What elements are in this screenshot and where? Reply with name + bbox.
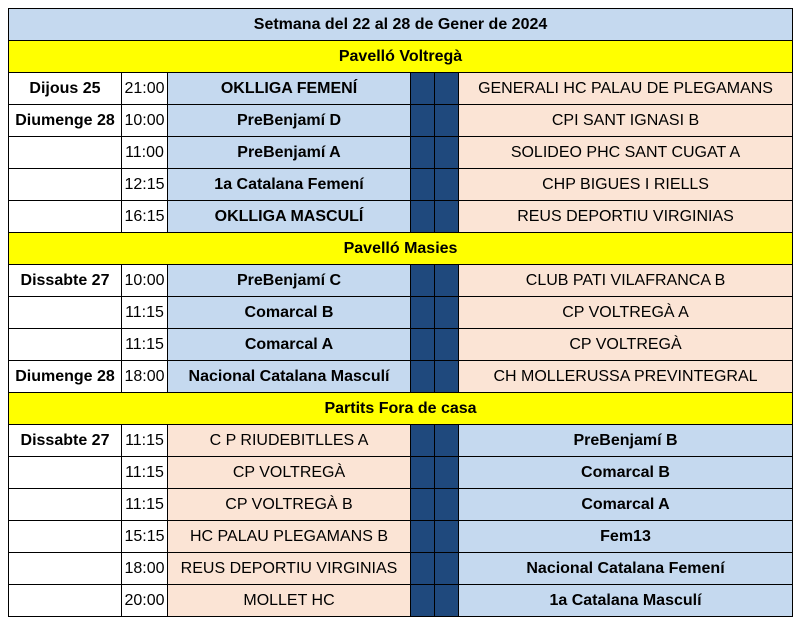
match-day: Diumenge 28 [9, 361, 122, 393]
score-home [411, 425, 435, 457]
match-day: Dissabte 27 [9, 265, 122, 297]
match-day [9, 521, 122, 553]
section-title: Partits Fora de casa [9, 393, 793, 425]
score-home [411, 585, 435, 617]
away-team: SOLIDEO PHC SANT CUGAT A [459, 137, 793, 169]
score-away [435, 73, 459, 105]
match-row [9, 425, 793, 457]
home-team: HC PALAU PLEGAMANS B [168, 521, 411, 553]
match-time: 15:15 [122, 521, 168, 553]
home-team: CP VOLTREGÀ B [168, 489, 411, 521]
match-day: Dijous 25 [9, 73, 122, 105]
away-team: REUS DEPORTIU VIRGINIAS [459, 201, 793, 233]
away-team: Fem13 [459, 521, 793, 553]
score-home [411, 105, 435, 137]
score-away [435, 521, 459, 553]
home-team: PreBenjamí A [168, 137, 411, 169]
match-time: 21:00 [122, 73, 168, 105]
score-home [411, 297, 435, 329]
match-row [9, 105, 793, 137]
match-time: 16:15 [122, 201, 168, 233]
match-time: 20:00 [122, 585, 168, 617]
match-row [9, 73, 793, 105]
away-team: PreBenjamí B [459, 425, 793, 457]
match-row [9, 201, 793, 233]
away-team: CHP BIGUES I RIELLS [459, 169, 793, 201]
match-day [9, 201, 122, 233]
home-team: C P RIUDEBITLLES A [168, 425, 411, 457]
score-away [435, 329, 459, 361]
match-row [9, 585, 793, 617]
match-time: 11:15 [122, 489, 168, 521]
score-home [411, 169, 435, 201]
score-home [411, 201, 435, 233]
home-team: Nacional Catalana Masculí [168, 361, 411, 393]
section-header-row [9, 233, 793, 265]
section-header-row [9, 393, 793, 425]
match-time: 11:00 [122, 137, 168, 169]
away-team: Comarcal B [459, 457, 793, 489]
home-team: OKLLIGA FEMENÍ [168, 73, 411, 105]
score-away [435, 169, 459, 201]
match-time: 11:15 [122, 425, 168, 457]
score-away [435, 201, 459, 233]
home-team: OKLLIGA MASCULÍ [168, 201, 411, 233]
match-time: 10:00 [122, 105, 168, 137]
match-day [9, 169, 122, 201]
match-row [9, 265, 793, 297]
score-away [435, 297, 459, 329]
away-team: CP VOLTREGÀ [459, 329, 793, 361]
match-row [9, 137, 793, 169]
match-day: Diumenge 28 [9, 105, 122, 137]
away-team: 1a Catalana Masculí [459, 585, 793, 617]
away-team: CH MOLLERUSSA PREVINTEGRAL [459, 361, 793, 393]
home-team: PreBenjamí D [168, 105, 411, 137]
score-home [411, 521, 435, 553]
match-row [9, 553, 793, 585]
home-team: MOLLET HC [168, 585, 411, 617]
match-day: Dissabte 27 [9, 425, 122, 457]
score-away [435, 425, 459, 457]
match-time: 10:00 [122, 265, 168, 297]
match-row [9, 297, 793, 329]
home-team: REUS DEPORTIU VIRGINIAS [168, 553, 411, 585]
score-home [411, 553, 435, 585]
score-away [435, 137, 459, 169]
match-row [9, 521, 793, 553]
home-team: Comarcal A [168, 329, 411, 361]
away-team: GENERALI HC PALAU DE PLEGAMANS [459, 73, 793, 105]
match-row [9, 329, 793, 361]
match-day [9, 297, 122, 329]
match-day [9, 553, 122, 585]
match-day [9, 585, 122, 617]
away-team: CP VOLTREGÀ A [459, 297, 793, 329]
score-away [435, 105, 459, 137]
score-away [435, 585, 459, 617]
schedule-title: Setmana del 22 al 28 de Gener de 2024 [9, 9, 793, 41]
match-row [9, 361, 793, 393]
home-team: Comarcal B [168, 297, 411, 329]
match-row [9, 457, 793, 489]
match-time: 11:15 [122, 297, 168, 329]
away-team: Nacional Catalana Femení [459, 553, 793, 585]
away-team: Comarcal A [459, 489, 793, 521]
score-away [435, 457, 459, 489]
score-home [411, 489, 435, 521]
match-day [9, 137, 122, 169]
away-team: CLUB PATI VILAFRANCA B [459, 265, 793, 297]
home-team: 1a Catalana Femení [168, 169, 411, 201]
score-home [411, 329, 435, 361]
match-day [9, 489, 122, 521]
match-time: 11:15 [122, 329, 168, 361]
match-time: 11:15 [122, 457, 168, 489]
match-time: 18:00 [122, 361, 168, 393]
score-home [411, 265, 435, 297]
score-home [411, 457, 435, 489]
score-home [411, 73, 435, 105]
match-row [9, 169, 793, 201]
score-away [435, 553, 459, 585]
match-day [9, 329, 122, 361]
score-home [411, 137, 435, 169]
section-header-row [9, 41, 793, 73]
score-away [435, 361, 459, 393]
section-title: Pavelló Voltregà [9, 41, 793, 73]
schedule-table [8, 8, 793, 617]
match-day [9, 457, 122, 489]
match-row [9, 489, 793, 521]
score-away [435, 489, 459, 521]
match-time: 18:00 [122, 553, 168, 585]
title-row [9, 9, 793, 41]
home-team: PreBenjamí C [168, 265, 411, 297]
away-team: CPI SANT IGNASI B [459, 105, 793, 137]
home-team: CP VOLTREGÀ [168, 457, 411, 489]
score-home [411, 361, 435, 393]
score-away [435, 265, 459, 297]
match-time: 12:15 [122, 169, 168, 201]
section-title: Pavelló Masies [9, 233, 793, 265]
